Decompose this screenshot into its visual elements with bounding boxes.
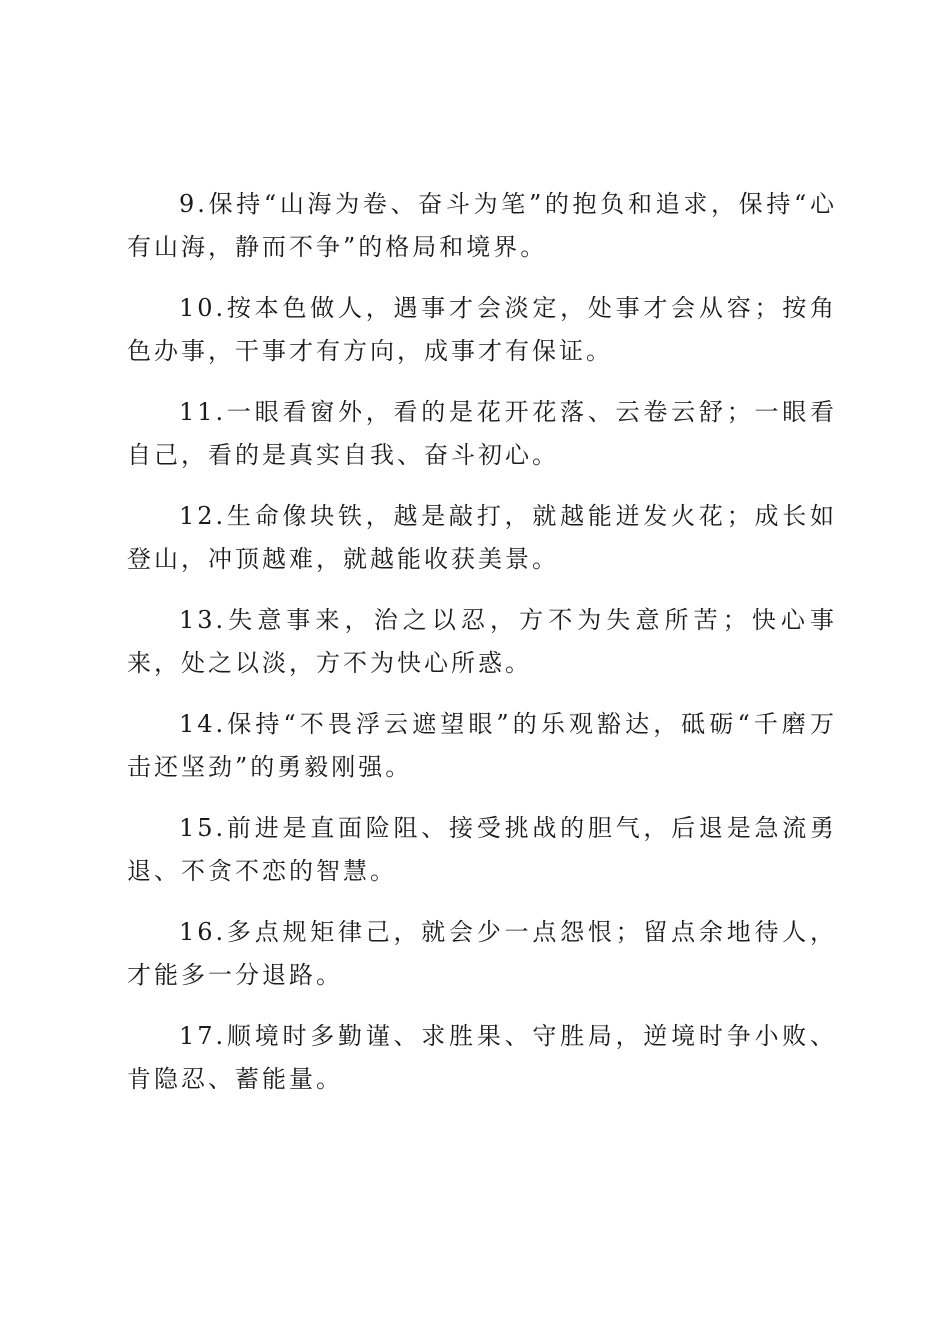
paragraph-15: 15.前进是直面险阻、接受挑战的胆气，后退是急流勇退、不贪不恋的智慧。 [127,814,837,885]
paragraph-12: 12.生命像块铁，越是敲打，就越能迸发火花；成长如登山，冲顶越难，就越能收获美景。 [127,502,837,573]
paragraph-13: 13.失意事来，治之以忍，方不为失意所苦；快心事来，处之以淡，方不为快心所惑。 [127,606,837,677]
paragraph-9: 9.保持“山海为卷、奋斗为笔”的抱负和追求，保持“心有山海，静而不争”的格局和境界。 [127,190,837,261]
paragraph-16: 16.多点规矩律己，就会少一点怨恨；留点余地待人，才能多一分退路。 [127,918,837,989]
paragraph-14: 14.保持“不畏浮云遮望眼”的乐观豁达，砥砺“千磨万击还坚劲”的勇毅刚强。 [127,710,837,781]
paragraph-17: 17.顺境时多勤谨、求胜果、守胜局，逆境时争小败、肯隐忍、蓄能量。 [127,1022,837,1093]
paragraph-11: 11.一眼看窗外，看的是花开花落、云卷云舒；一眼看自己，看的是真实自我、奋斗初心。 [127,398,837,469]
paragraph-10: 10.按本色做人，遇事才会淡定，处事才会从容；按角色办事，干事才有方向，成事才有保证。 [127,294,837,365]
document-body [127,183,837,1119]
